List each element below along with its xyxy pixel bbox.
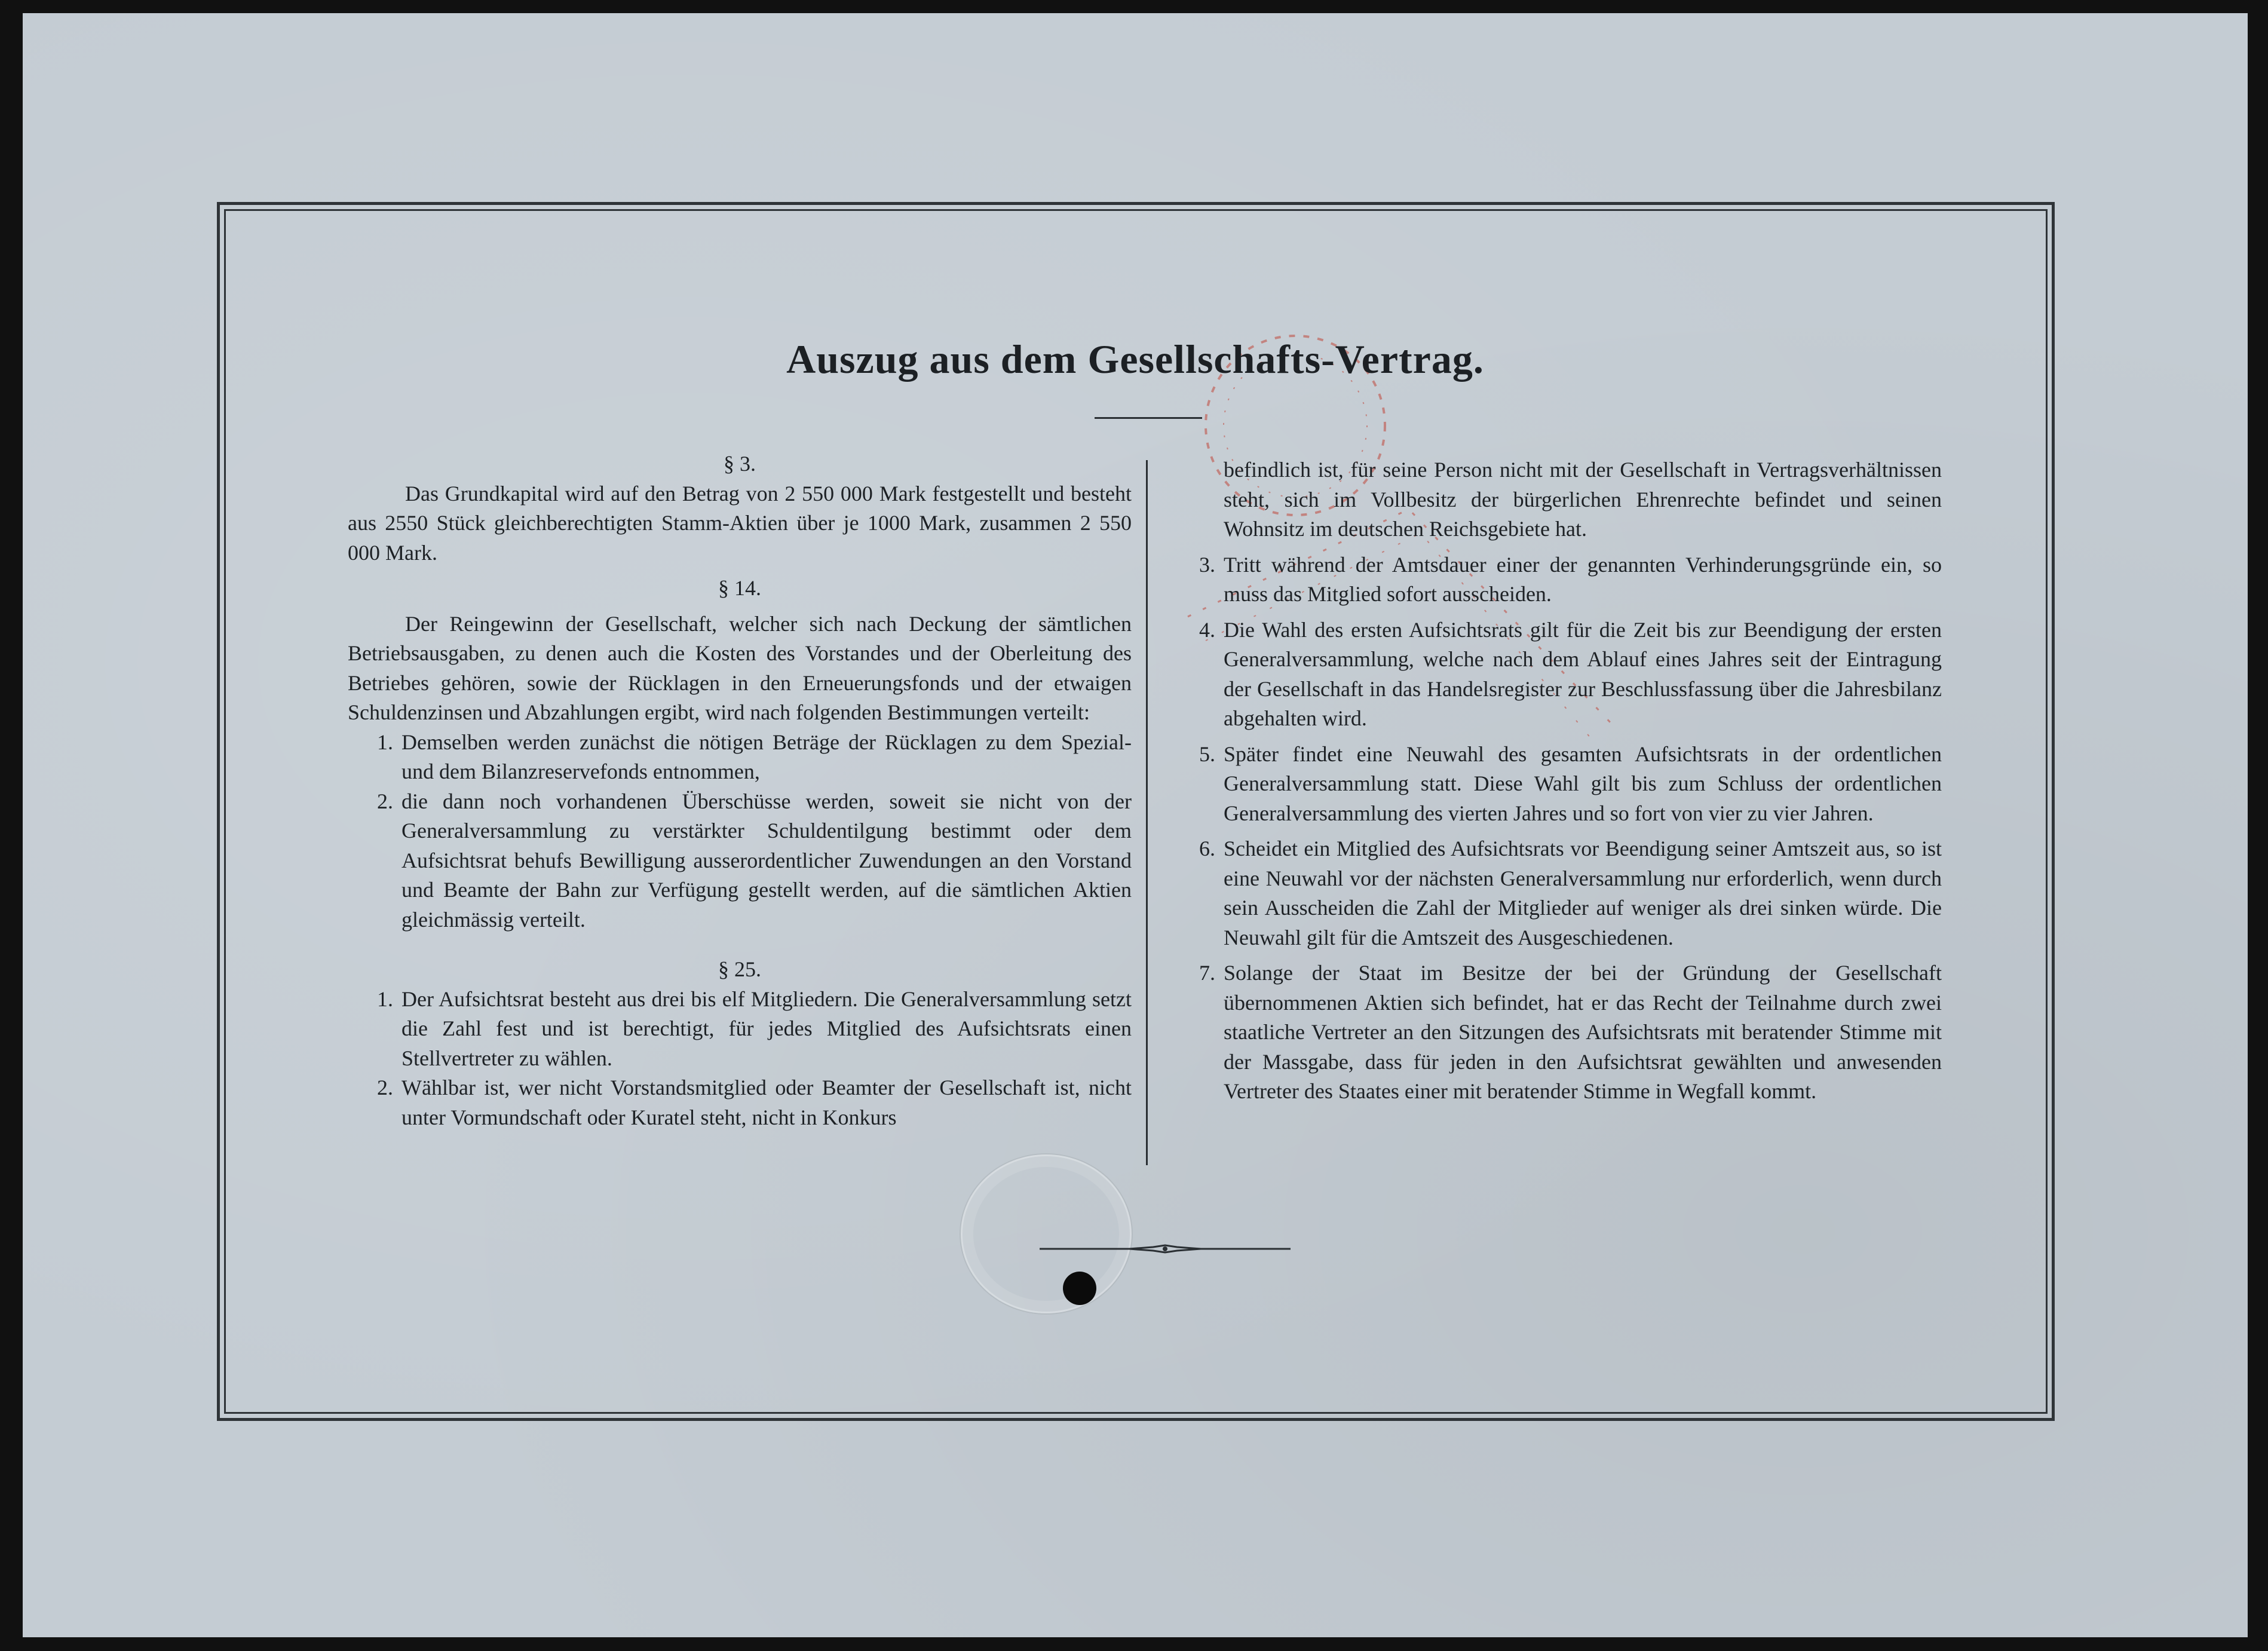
- item-text: Scheidet ein Mitglied des Aufsichtsrats vor Beendigung seiner Amtszeit aus, so ist eine Neuwahl vor der nächsten Generalversammlung nur erforderlich, wenn durch sein Ausscheiden die Zahl der Mitglieder auf weniger als drei sinken würde. Die Neuwahl gilt für die Amtszeit des Ausgeschiedenen.: [1224, 837, 1942, 949]
- closing-ornament-rule: [1040, 1243, 1291, 1255]
- list-item: [1170, 615, 1942, 734]
- item-text: befindlich ist, für seine Person nicht mit der Gesellschaft in Vertragsverhältnissen steht, sich im Vollbesitz der bürgerlichen Ehrenrechte befindet und seinen Wohnsitz im deutschen Reichsgebiete hat.: [1224, 458, 1942, 541]
- list-item: [1170, 958, 1942, 1107]
- list-item: [1170, 834, 1942, 952]
- item-text: Demselben werden zunächst die nötigen Beträge der Rücklagen zu dem Spezial- und dem Bilanzreservefonds entnommen,: [402, 730, 1132, 783]
- section-14-paragraph: Der Reingewinn der Gesellschaft, welcher sich nach Deckung der sämtlichen Betriebsausgaben, zu denen auch die Kosten des Vorstandes und der Oberleitung des Betriebes gehören, sowie der Rücklagen in den Erneuerungsfonds und der etwaigen Schuldenzinsen und Abzahlungen ergibt, wird nach folgenden Bestimmungen verteilt:: [348, 611, 1132, 724]
- title-underline: [1095, 417, 1202, 419]
- section-heading-3: § 3.: [724, 452, 756, 476]
- item-number: 7.: [1199, 961, 1215, 985]
- item-text: Die Wahl des ersten Aufsichtsrats gilt für die Zeit bis zur Beendigung der ersten Generalversammlung, welche nach dem Ablauf eines Jahres seit der Eintragung der Gesellschaft in das Handelsregister zur Beschlussfassung über die Jahresbilanz abgehalten wird.: [1224, 617, 1942, 730]
- list-item-continuation: [1170, 455, 1942, 544]
- item-number: 1.: [377, 987, 393, 1011]
- item-text: die dann noch vorhandenen Überschüsse werden, soweit sie nicht von der Generalversammlung zu verstärkter Schuldentilgung bestimmt oder dem Aufsichtsrat behufs Bewilligung ausserordentlicher Zuwendungen an den Vorstand und Beamte der Bahn zur Verfügung gestellt werden, auf die sämtlichen Aktien gleichmässig verteilt.: [402, 789, 1132, 932]
- item-text: Später findet eine Neuwahl des gesamten Aufsichtsrats in der ordentlichen Generalversammlung statt. Diese Wahl gilt bis zum Schluss der ordentlichen Generalversammlung des vierten Jahres und so fort von vier zu vier Jahren.: [1224, 742, 1942, 825]
- document-title: Auszug aus dem Gesellschafts-Vertrag.: [786, 336, 1484, 382]
- list-item: [1170, 550, 1942, 609]
- punch-hole: [1063, 1272, 1096, 1305]
- left-text-column: [348, 449, 1132, 1132]
- item-number: 1.: [377, 730, 393, 754]
- item-number: 6.: [1199, 837, 1215, 860]
- item-number: 2.: [377, 1076, 393, 1099]
- list-item: [348, 1073, 1132, 1132]
- list-item: [348, 787, 1132, 935]
- item-number: 3.: [1199, 552, 1215, 577]
- item-text: Solange der Staat im Besitze der bei der Gründung der Gesellschaft übernommenen Aktien sich befindet, hat er das Recht der Teilnahme durch zwei staatliche Vertreter an den Sitzungen des Aufsichtsrats mit beratender Stimme mit der Massgabe, dass für jeden in den Aufsichtsrat gewählten und anwesenden Vertreter des Staates einer mit beratender Stimme in Wegfall kommt.: [1224, 961, 1942, 1103]
- section-heading-25: § 25.: [718, 957, 761, 981]
- item-text: Wählbar ist, wer nicht Vorstandsmitglied oder Beamter der Gesellschaft ist, nicht unter Vormundschaft oder Kuratel steht, nicht in Konkurs: [402, 1076, 1132, 1129]
- item-number: 4.: [1199, 617, 1215, 642]
- list-item: [1170, 740, 1942, 829]
- item-text: Der Aufsichtsrat besteht aus drei bis elf Mitgliedern. Die Generalversammlung setzt die Zahl fest und ist berechtigt, für jedes Mitglied des Aufsichtsrats einen Stellvertreter zu wählen.: [402, 987, 1132, 1070]
- section-3-paragraph: Das Grundkapital wird auf den Betrag von 2 550 000 Mark festgestellt und besteht aus 2550 Stück gleichberechtigten Stamm-Aktien über je 1000 Mark, zusammen 2 550 000 Mark.: [348, 481, 1132, 565]
- item-number: 2.: [377, 789, 393, 813]
- right-text-column: [1170, 455, 1942, 1107]
- section-heading-14: § 14.: [718, 576, 761, 600]
- item-number: 5.: [1199, 742, 1215, 766]
- list-item: [348, 728, 1132, 787]
- column-divider: [1146, 460, 1148, 1165]
- list-item: [348, 985, 1132, 1074]
- item-text: Tritt während der Amtsdauer einer der genannten Verhinderungsgründe ein, so muss das Mitglied sofort ausscheiden.: [1224, 552, 1942, 606]
